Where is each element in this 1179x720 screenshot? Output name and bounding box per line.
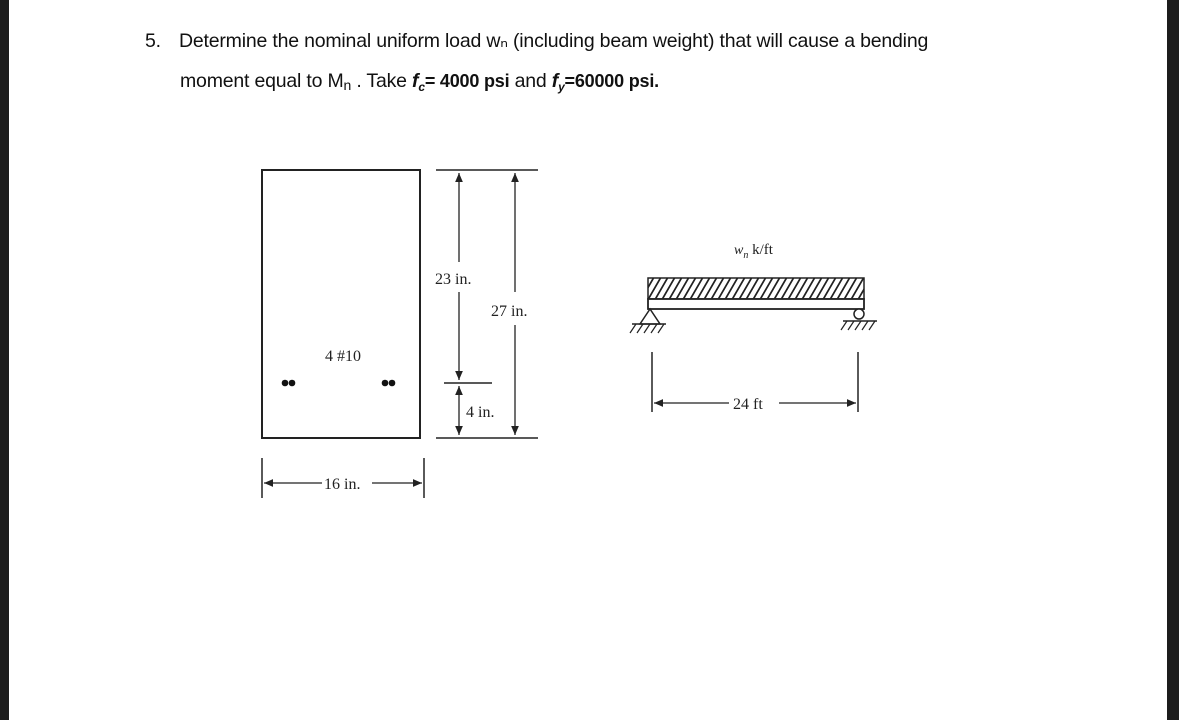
problem-text-take: . Take <box>351 70 413 92</box>
width-label: 16 in. <box>324 476 361 493</box>
section-outline <box>262 170 420 438</box>
simply-supported-beam <box>630 242 877 413</box>
roller-support <box>841 309 877 330</box>
beam-cross-section <box>262 170 538 498</box>
fc-symbol: f <box>412 70 419 92</box>
cover-label: 4 in. <box>466 404 495 421</box>
problem-text-moment: moment equal to M <box>180 70 344 92</box>
moment-subscript: n <box>343 77 352 93</box>
rebar-label: 4 #10 <box>325 348 361 365</box>
pin-support <box>630 309 666 333</box>
effective-depth-label: 23 in. <box>435 271 472 288</box>
fy-value: =60000 psi <box>564 71 655 91</box>
fc-subscript: c <box>418 80 425 94</box>
fc-value: = 4000 psi <box>424 71 510 91</box>
beam-member <box>648 299 864 309</box>
total-height-label: 27 in. <box>491 303 528 320</box>
distributed-load <box>648 278 864 299</box>
span-label: 24 ft <box>733 396 763 413</box>
problem-number: 5. <box>145 30 161 52</box>
problem-text-and: and <box>509 70 552 92</box>
fy-subscript: y <box>558 80 565 94</box>
fy-symbol: f <box>551 70 559 92</box>
rebar-group <box>282 380 396 387</box>
problem-end-period: . <box>654 71 659 91</box>
problem-text-line-1: Determine the nominal uniform load wₙ (including beam weight) that will cause a bending <box>179 30 929 52</box>
load-label-w: $w_n$ k/ft <box>734 242 773 261</box>
